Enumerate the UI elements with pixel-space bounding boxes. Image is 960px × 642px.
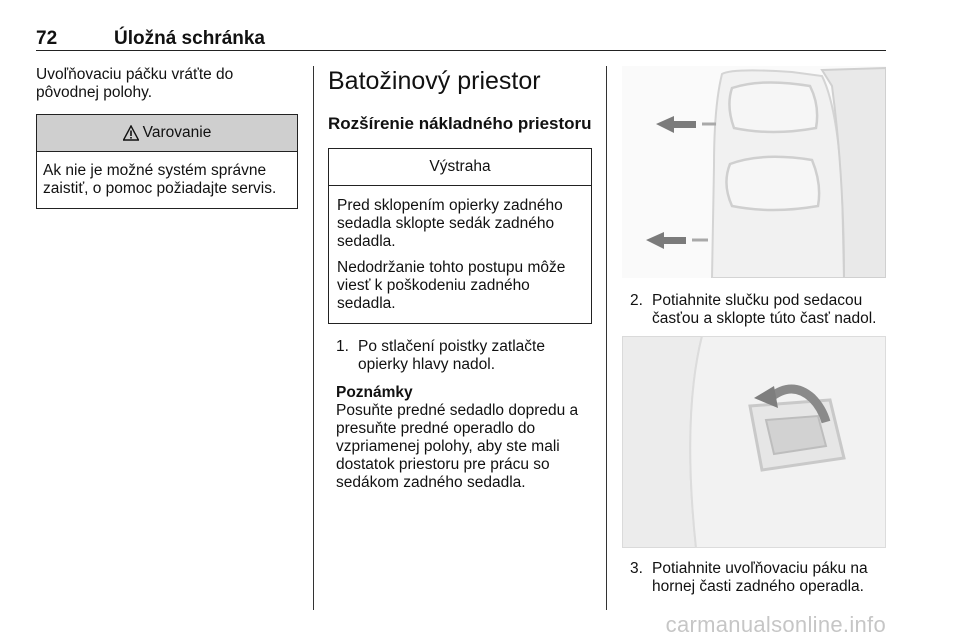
warning-header [37,115,297,152]
step-2 [622,292,886,328]
column-left [36,66,298,209]
section-heading: Batožinový priestor [328,67,541,95]
page-title: Úložná schránka [114,28,265,49]
step-text: Potiahnite uvoľňovaciu páku na hornej časti zadného operadla. [652,560,868,595]
column-divider [313,66,314,610]
warning-text: Ak nie je možné systém správne zaistiť, o pomoc požiadajte servis. [43,162,277,197]
section-subheading: Rozšírenie nákladného priestoru [328,114,592,133]
note-title: Poznámky [336,384,413,401]
warning-title: Varovanie [142,124,212,141]
caution-para: Nedodržanie tohto postupu môže viesť k poškodeniu zadného sedadla. [337,259,566,312]
step-3 [622,560,886,596]
watermark: carmanualsonline.info [665,612,886,637]
caution-body [329,186,591,323]
headrest-illustration [622,66,886,278]
caution-box [328,148,592,324]
page-header [36,28,886,51]
step-text: Po stlačení poistky zatlačte opierky hlavy nadol. [358,338,545,373]
column-divider [606,66,607,610]
column-middle [328,66,592,492]
step-number: 1. [336,338,349,355]
caution-title: Výstraha [329,149,591,186]
column-right [622,66,886,596]
note-block [328,384,592,492]
step-text: Potiahnite slučku pod sedacou časťou a sklopte túto časť nadol. [652,292,877,327]
step-number: 3. [630,560,643,577]
note-text: Posuňte predné sedadlo dopredu a presuňte predné operadlo do vzpriamenej polohy, aby ste mali dostatok priestoru pre prácu so sedákom zadného sedadla. [336,402,579,491]
page-number: 72 [36,28,58,49]
step-number: 2. [630,292,643,309]
step-1 [328,338,592,374]
warning-triangle-icon [123,125,139,141]
intro-text: Uvoľňovaciu páčku vráťte do pôvodnej polohy. [36,66,234,101]
caution-para: Pred sklopením opierky zadného sedadla sklopte sedák zadného sedadla. [337,197,563,250]
warning-box [36,114,298,209]
seat-release-illustration [622,336,886,548]
